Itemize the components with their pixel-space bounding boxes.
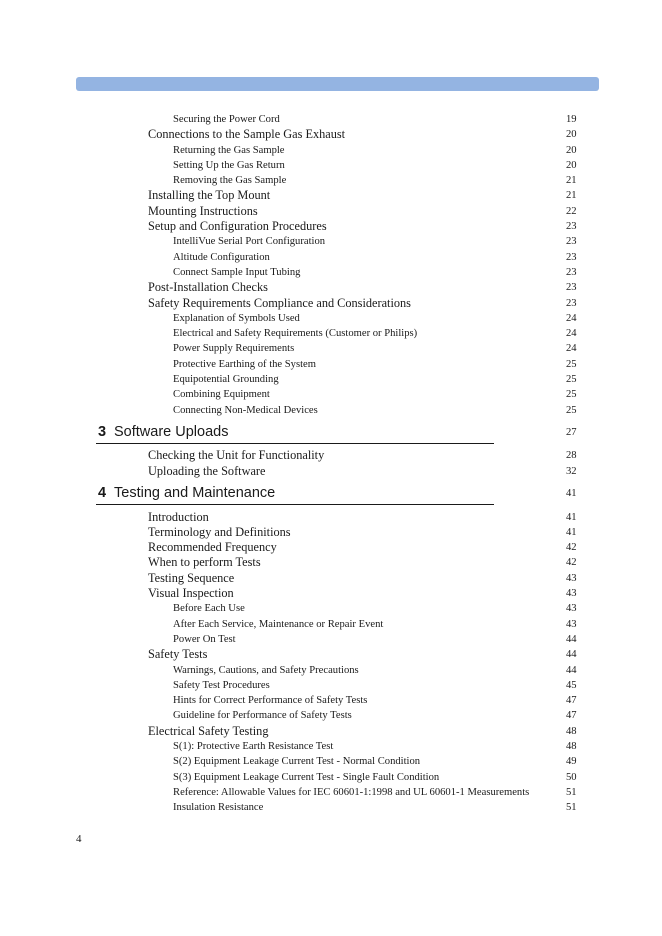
- toc-subsection-entry[interactable]: [0, 311, 662, 326]
- toc-entry-page: 25: [566, 404, 577, 416]
- toc-entry-page: 48: [566, 740, 577, 752]
- toc-entry-title: Explanation of Symbols Used: [173, 312, 300, 324]
- toc-section-entry[interactable]: [0, 571, 662, 586]
- table-of-contents: [0, 112, 662, 815]
- toc-subsection-entry[interactable]: [0, 326, 662, 341]
- toc-section-entry[interactable]: [0, 448, 662, 463]
- toc-entry-title: Protective Earthing of the System: [173, 358, 316, 370]
- toc-entry-page: 23: [566, 297, 577, 309]
- chapter-page: 27: [566, 426, 577, 438]
- toc-entry-page: 50: [566, 771, 577, 783]
- toc-subsection-entry[interactable]: [0, 357, 662, 372]
- toc-section-entry[interactable]: [0, 540, 662, 555]
- toc-entry-title: Warnings, Cautions, and Safety Precautions: [173, 664, 359, 676]
- toc-entry-title: Checking the Unit for Functionality: [148, 448, 325, 463]
- toc-entry-page: 21: [566, 175, 577, 187]
- toc-entry-page: 51: [566, 786, 577, 798]
- toc-entry-title: S(3) Equipment Leakage Current Test - Single Fault Condition: [173, 771, 440, 783]
- toc-entry-page: 20: [566, 159, 577, 171]
- toc-entry-page: 47: [566, 695, 577, 707]
- toc-entry-title: Uploading the Software: [148, 463, 266, 478]
- toc-subsection-entry[interactable]: [0, 678, 662, 693]
- toc-subsection-entry[interactable]: [0, 754, 662, 769]
- toc-entry-title: Hints for Correct Performance of Safety Tests: [173, 695, 368, 707]
- chapter-title: Testing and Maintenance: [114, 485, 276, 502]
- toc-entry-page: 24: [566, 328, 577, 340]
- toc-subsection-entry[interactable]: [0, 372, 662, 387]
- toc-section-entry[interactable]: [0, 724, 662, 739]
- toc-subsection-entry[interactable]: [0, 387, 662, 402]
- toc-entry-page: 23: [566, 251, 577, 263]
- toc-entry-title: Removing the Gas Sample: [173, 175, 287, 187]
- toc-entry-page: 24: [566, 312, 577, 324]
- toc-entry-page: 23: [566, 221, 577, 233]
- toc-subsection-entry[interactable]: [0, 341, 662, 356]
- toc-section-entry[interactable]: [0, 204, 662, 219]
- toc-subsection-entry[interactable]: [0, 250, 662, 265]
- toc-entry-title: Altitude Configuration: [173, 251, 270, 263]
- toc-section-entry[interactable]: [0, 555, 662, 570]
- toc-section-entry[interactable]: [0, 296, 662, 311]
- toc-entry-page: 42: [566, 542, 577, 554]
- toc-entry-title: Securing the Power Cord: [173, 114, 280, 125]
- toc-subsection-entry[interactable]: [0, 143, 662, 158]
- toc-subsection-entry[interactable]: [0, 173, 662, 188]
- toc-entry-title: Setup and Configuration Procedures: [148, 219, 327, 234]
- toc-subsection-entry[interactable]: [0, 617, 662, 632]
- toc-entry-title: Electrical and Safety Requirements (Customer or Philips): [173, 328, 418, 340]
- toc-entry-page: 43: [566, 588, 577, 600]
- toc-subsection-entry[interactable]: [0, 785, 662, 800]
- toc-entry-title: Power On Test: [173, 633, 236, 645]
- toc-entry-title: Combining Equipment: [173, 389, 270, 401]
- toc-entry-title: Guideline for Performance of Safety Tests: [173, 710, 352, 722]
- toc-entry-title: Safety Tests: [148, 647, 208, 662]
- toc-subsection-entry[interactable]: [0, 403, 662, 418]
- toc-entry-page: 49: [566, 756, 577, 768]
- header-bar: [76, 77, 599, 91]
- toc-section-entry[interactable]: [0, 127, 662, 142]
- toc-entry-title: Safety Test Procedures: [173, 679, 270, 691]
- toc-entry-title: Safety Requirements Compliance and Considerations: [148, 295, 411, 310]
- toc-entry-title: Equipotential Grounding: [173, 374, 279, 386]
- toc-entry-title: Recommended Frequency: [148, 540, 277, 555]
- chapter-title: Software Uploads: [114, 423, 229, 440]
- toc-subsection-entry[interactable]: [0, 770, 662, 785]
- toc-section-entry[interactable]: [0, 510, 662, 525]
- toc-entry-page: 47: [566, 710, 577, 722]
- toc-section-entry[interactable]: [0, 464, 662, 479]
- toc-entry-page: 44: [566, 664, 577, 676]
- toc-section-entry[interactable]: [0, 586, 662, 601]
- toc-subsection-entry[interactable]: [0, 693, 662, 708]
- toc-section-entry[interactable]: [0, 219, 662, 234]
- toc-entry-title: Introduction: [148, 509, 209, 524]
- toc-entry-title: Testing Sequence: [148, 570, 235, 585]
- toc-chapter-heading[interactable]: [0, 482, 662, 506]
- toc-entry-title: S(1): Protective Earth Resistance Test: [173, 740, 334, 752]
- toc-entry-page: 51: [566, 802, 577, 814]
- toc-entry-title: Insulation Resistance: [173, 802, 264, 814]
- toc-entry-title: Connections to the Sample Gas Exhaust: [148, 127, 346, 142]
- toc-entry-page: 41: [566, 511, 577, 523]
- toc-entry-page: 44: [566, 633, 577, 645]
- toc-entry-page: 22: [566, 205, 577, 217]
- page-number: 4: [76, 833, 82, 845]
- toc-entry-page: 28: [566, 450, 577, 462]
- toc-entry-page: 41: [566, 526, 577, 538]
- toc-entry-page: 23: [566, 266, 577, 278]
- toc-subsection-entry[interactable]: [0, 112, 662, 127]
- toc-section-entry[interactable]: [0, 525, 662, 540]
- toc-entry-title: Setting Up the Gas Return: [173, 159, 285, 171]
- toc-entry-title: Connecting Non-Medical Devices: [173, 404, 318, 416]
- toc-entry-title: Electrical Safety Testing: [148, 723, 269, 738]
- toc-entry-title: Installing the Top Mount: [148, 188, 271, 203]
- toc-entry-title: Terminology and Definitions: [148, 524, 291, 539]
- toc-entry-page: 25: [566, 358, 577, 370]
- toc-entry-page: 48: [566, 725, 577, 737]
- toc-entry-title: IntelliVue Serial Port Configuration: [173, 236, 326, 248]
- chapter-rule: [96, 443, 494, 444]
- toc-entry-title: Returning the Gas Sample: [173, 144, 285, 156]
- toc-entry-title: Post-Installation Checks: [148, 280, 268, 295]
- toc-entry-title: Reference: Allowable Values for IEC 60601-1:1998 and UL 60601-1 Measurements: [173, 786, 530, 798]
- toc-subsection-entry[interactable]: [0, 265, 662, 280]
- toc-subsection-entry[interactable]: [0, 739, 662, 754]
- toc-entry-page: 43: [566, 572, 577, 584]
- toc-entry-title: Connect Sample Input Tubing: [173, 266, 301, 278]
- toc-entry-title: When to perform Tests: [148, 555, 261, 570]
- toc-entry-title: Visual Inspection: [148, 586, 234, 601]
- chapter-rule: [96, 504, 494, 505]
- toc-subsection-entry[interactable]: [0, 663, 662, 678]
- toc-entry-page: 21: [566, 190, 577, 202]
- toc-entry-title: Power Supply Requirements: [173, 343, 295, 355]
- toc-entry-page: 24: [566, 343, 577, 355]
- toc-entry-page: 32: [566, 465, 577, 477]
- toc-entry-title: S(2) Equipment Leakage Current Test - Normal Condition: [173, 756, 421, 768]
- toc-subsection-entry[interactable]: [0, 234, 662, 249]
- toc-entry-page: 25: [566, 374, 577, 386]
- toc-subsection-entry[interactable]: [0, 158, 662, 173]
- toc-subsection-entry[interactable]: [0, 601, 662, 616]
- toc-entry-page: 43: [566, 603, 577, 615]
- toc-entry-title: Before Each Use: [173, 603, 245, 615]
- toc-chapter-heading[interactable]: [0, 421, 662, 445]
- toc-section-entry[interactable]: [0, 647, 662, 662]
- toc-entry-page: 44: [566, 649, 577, 661]
- toc-entry-page: 25: [566, 389, 577, 401]
- chapter-number: 3: [98, 423, 107, 440]
- toc-section-entry[interactable]: [0, 188, 662, 203]
- toc-entry-page: 23: [566, 236, 577, 248]
- toc-entry-page: 19: [566, 114, 577, 125]
- toc-entry-page: 23: [566, 282, 577, 294]
- toc-section-entry[interactable]: [0, 280, 662, 295]
- toc-subsection-entry[interactable]: [0, 632, 662, 647]
- toc-subsection-entry[interactable]: [0, 800, 662, 815]
- chapter-number: 4: [98, 485, 107, 502]
- chapter-page: 41: [566, 488, 577, 500]
- toc-entry-page: 45: [566, 679, 577, 691]
- toc-entry-title: Mounting Instructions: [148, 203, 258, 218]
- toc-entry-page: 42: [566, 557, 577, 569]
- toc-entry-title: After Each Service, Maintenance or Repair Event: [173, 618, 384, 630]
- toc-entry-page: 20: [566, 129, 577, 141]
- toc-entry-page: 20: [566, 144, 577, 156]
- toc-subsection-entry[interactable]: [0, 708, 662, 723]
- toc-entry-page: 43: [566, 618, 577, 630]
